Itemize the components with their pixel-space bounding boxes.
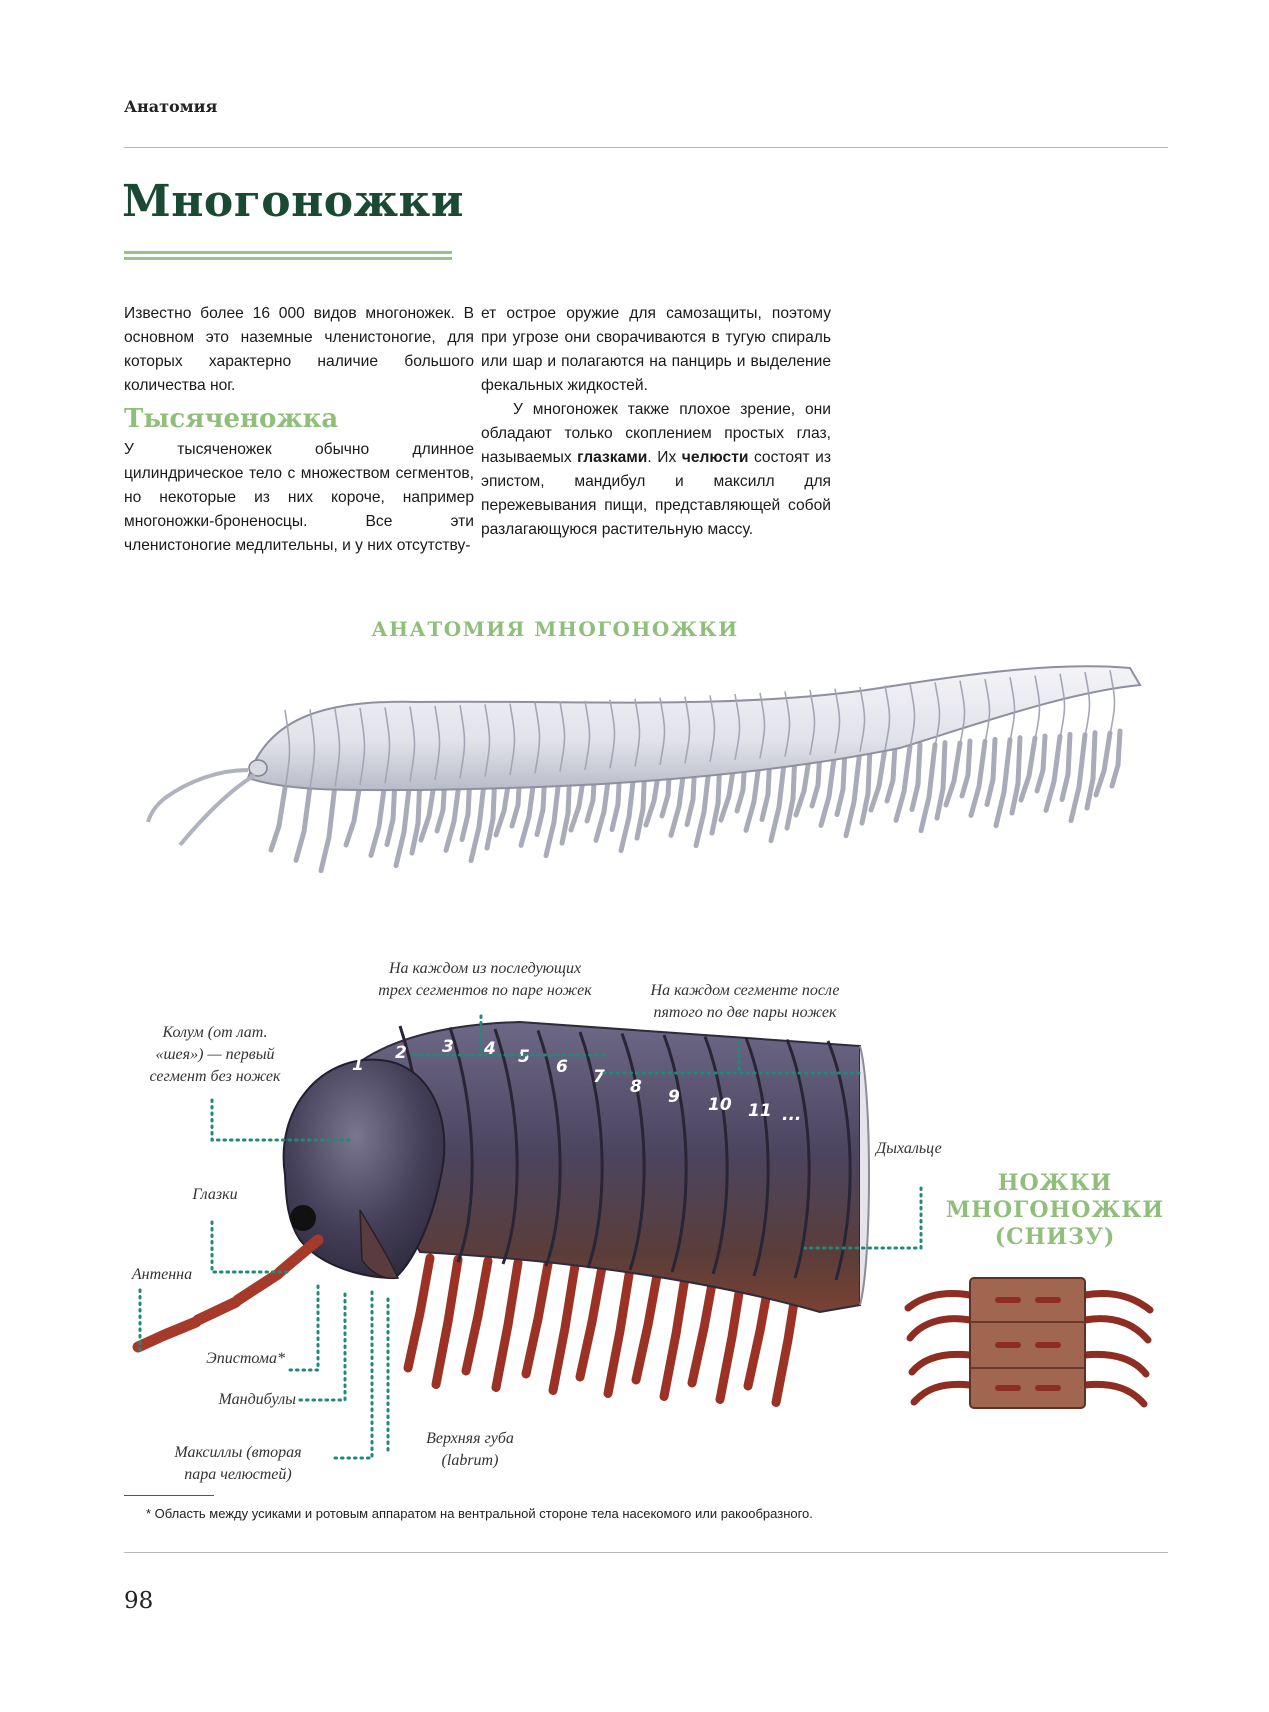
segment-number: 8: [630, 1077, 642, 1097]
leg-line: [887, 746, 895, 801]
side-title-line2: МНОГОНОЖКИ: [945, 1197, 1165, 1223]
vision-paragraph: [481, 398, 831, 542]
leg-line: [1012, 738, 1020, 813]
header-rule: [124, 147, 1168, 148]
eye-icon: [249, 760, 267, 776]
segment-number: 7: [593, 1067, 605, 1087]
leg-line: [296, 786, 310, 860]
label-after-fifth-segment: [620, 980, 870, 1024]
segment-number: 3: [442, 1037, 454, 1057]
vision-text-a: У многоножек также плохое зрение, они обладают только скоплением простых глаз, называемых: [481, 401, 831, 466]
leg-line: [1096, 733, 1110, 795]
leg-line: [962, 741, 970, 796]
leg: [636, 1270, 658, 1380]
segment-number: 10: [708, 1095, 732, 1115]
millipede-side-illustration: [120, 640, 1180, 910]
leg-line: [1112, 731, 1120, 786]
leg: [720, 1275, 742, 1400]
leg-line: [1062, 734, 1070, 799]
label-collum-line2: «шея») — первый: [155, 1046, 275, 1063]
defense-paragraph: ет острое оружие для самозащиты, поэтому при угрозе они сворачиваются в тугую спираль или шар и полагаются на панцирь и выделение фекальных жидкостей.: [481, 305, 831, 394]
label-labrum-line2: (labrum): [441, 1452, 499, 1469]
leg-line: [1087, 733, 1095, 808]
antenna-icon: [138, 1240, 318, 1347]
leg-line: [946, 743, 960, 805]
leg-line: [271, 788, 285, 850]
side-title-line1: НОЖКИ: [997, 1170, 1113, 1196]
segment-number: 6: [556, 1057, 568, 1077]
label-antenna: Антенна: [131, 1266, 193, 1283]
figure-title: АНАТОМИЯ МНОГОНОЖКИ: [371, 617, 739, 641]
ocelli-cluster-icon: [290, 1205, 316, 1231]
label-maxillae-line2: пара челюстей): [184, 1466, 292, 1483]
title-underline-2: [124, 257, 452, 260]
leg-line: [987, 739, 995, 804]
subheading: Тысяченожка: [124, 404, 339, 434]
title-underline-1: [124, 251, 452, 254]
label-labrum-line1: Верхняя губа: [426, 1430, 514, 1447]
antenna-right-icon: [180, 775, 255, 845]
vision-text-c: . Их: [647, 449, 682, 466]
leg: [692, 1273, 714, 1383]
leg: [466, 1261, 488, 1371]
label-epistome: Эпистома*: [206, 1350, 285, 1367]
leg-line: [937, 743, 945, 818]
intro-paragraph: Известно более 16 000 видов многоножек. В основном это наземные членистоногие, для которых характерно наличие большого количества ног.: [124, 305, 474, 394]
leg-line: [1021, 738, 1035, 800]
leg: [526, 1264, 548, 1374]
label-maxillae-line1: Максиллы (вторая: [174, 1444, 302, 1461]
label-ocelli: Глазки: [192, 1186, 238, 1203]
leg: [608, 1269, 630, 1394]
leg-line: [912, 744, 920, 809]
leg-line: [321, 785, 335, 871]
segment-number: ...: [782, 1105, 802, 1125]
segment-number: 1: [352, 1055, 364, 1075]
vision-text-d: состоят из эпистом, мандибул и максилл для пережевывания пищи, представляющей собой разлагающуюся растительную массу.: [481, 449, 831, 538]
antenna-left-icon: [148, 770, 248, 822]
label-maxillae: [148, 1442, 328, 1486]
label-labrum: [400, 1428, 540, 1472]
segment-number: 2: [395, 1043, 407, 1063]
label-spiracle: Дыхальце: [876, 1140, 942, 1157]
leg-line: [921, 745, 935, 831]
leg: [580, 1267, 602, 1377]
text-column-2: [481, 302, 831, 542]
leg-line: [1071, 735, 1085, 821]
leg: [436, 1260, 458, 1385]
side-title-line3: (СНИЗУ): [994, 1224, 1116, 1250]
underside-plate: [970, 1278, 1085, 1408]
label-next-three-line1: На каждом из последующих: [388, 960, 582, 977]
leg: [553, 1266, 575, 1391]
page-number: 98: [124, 1588, 154, 1614]
label-after-fifth-line2: пятого по две пары ножек: [653, 1004, 837, 1021]
label-next-three-segments: [355, 958, 615, 1002]
leg: [496, 1263, 518, 1388]
footnote-rule: [124, 1495, 214, 1496]
leg-line: [1037, 736, 1045, 791]
leg-line: [862, 748, 870, 823]
label-next-three-line2: трех сегментов по паре ножек: [378, 982, 592, 999]
leg-line: [846, 750, 860, 836]
leg-line: [371, 781, 385, 855]
segment-number: 9: [668, 1087, 680, 1107]
millipede-paragraph: У тысяченожек обычно длинное цилиндрическое тело с множеством сегментов, но некоторые из них короче, например многоножки-броненосцы. Все эти членистоногие медлительны, и у них отсутству-: [124, 441, 474, 554]
leg-line: [396, 780, 410, 866]
term-jaws: челюсти: [681, 449, 749, 466]
label-collum: [120, 1022, 310, 1088]
section-label: Анатомия: [124, 97, 218, 116]
leg-line: [971, 741, 985, 815]
leg-line: [346, 783, 360, 845]
side-figure-title: [940, 1170, 1170, 1251]
term-ocelli: глазками: [577, 449, 648, 466]
legs-underside-illustration: [900, 1260, 1160, 1430]
body-cut-end: [860, 1046, 869, 1305]
label-after-fifth-line1: На каждом сегменте после: [650, 982, 840, 999]
label-collum-line1: Колум (от лат.: [162, 1024, 268, 1041]
segment-number: 4: [484, 1039, 496, 1059]
footnote: * Область между усиками и ротовым аппаратом на вентральной стороне тела насекомого или ракообразного.: [146, 1506, 813, 1521]
leg: [664, 1272, 686, 1397]
page-title: Многоножки: [122, 176, 464, 227]
leg-line: [996, 740, 1010, 826]
text-column-1: [124, 302, 474, 558]
segment-number: 11: [748, 1101, 772, 1121]
footer-rule: [124, 1552, 1168, 1553]
segment-number: 5: [518, 1047, 530, 1067]
leg-line: [871, 748, 885, 810]
label-mandibles: Мандибулы: [218, 1391, 296, 1408]
leg: [408, 1258, 430, 1368]
leg-line: [896, 746, 910, 820]
leg-line: [1046, 736, 1060, 810]
label-collum-line3: сегмент без ножек: [149, 1068, 281, 1085]
